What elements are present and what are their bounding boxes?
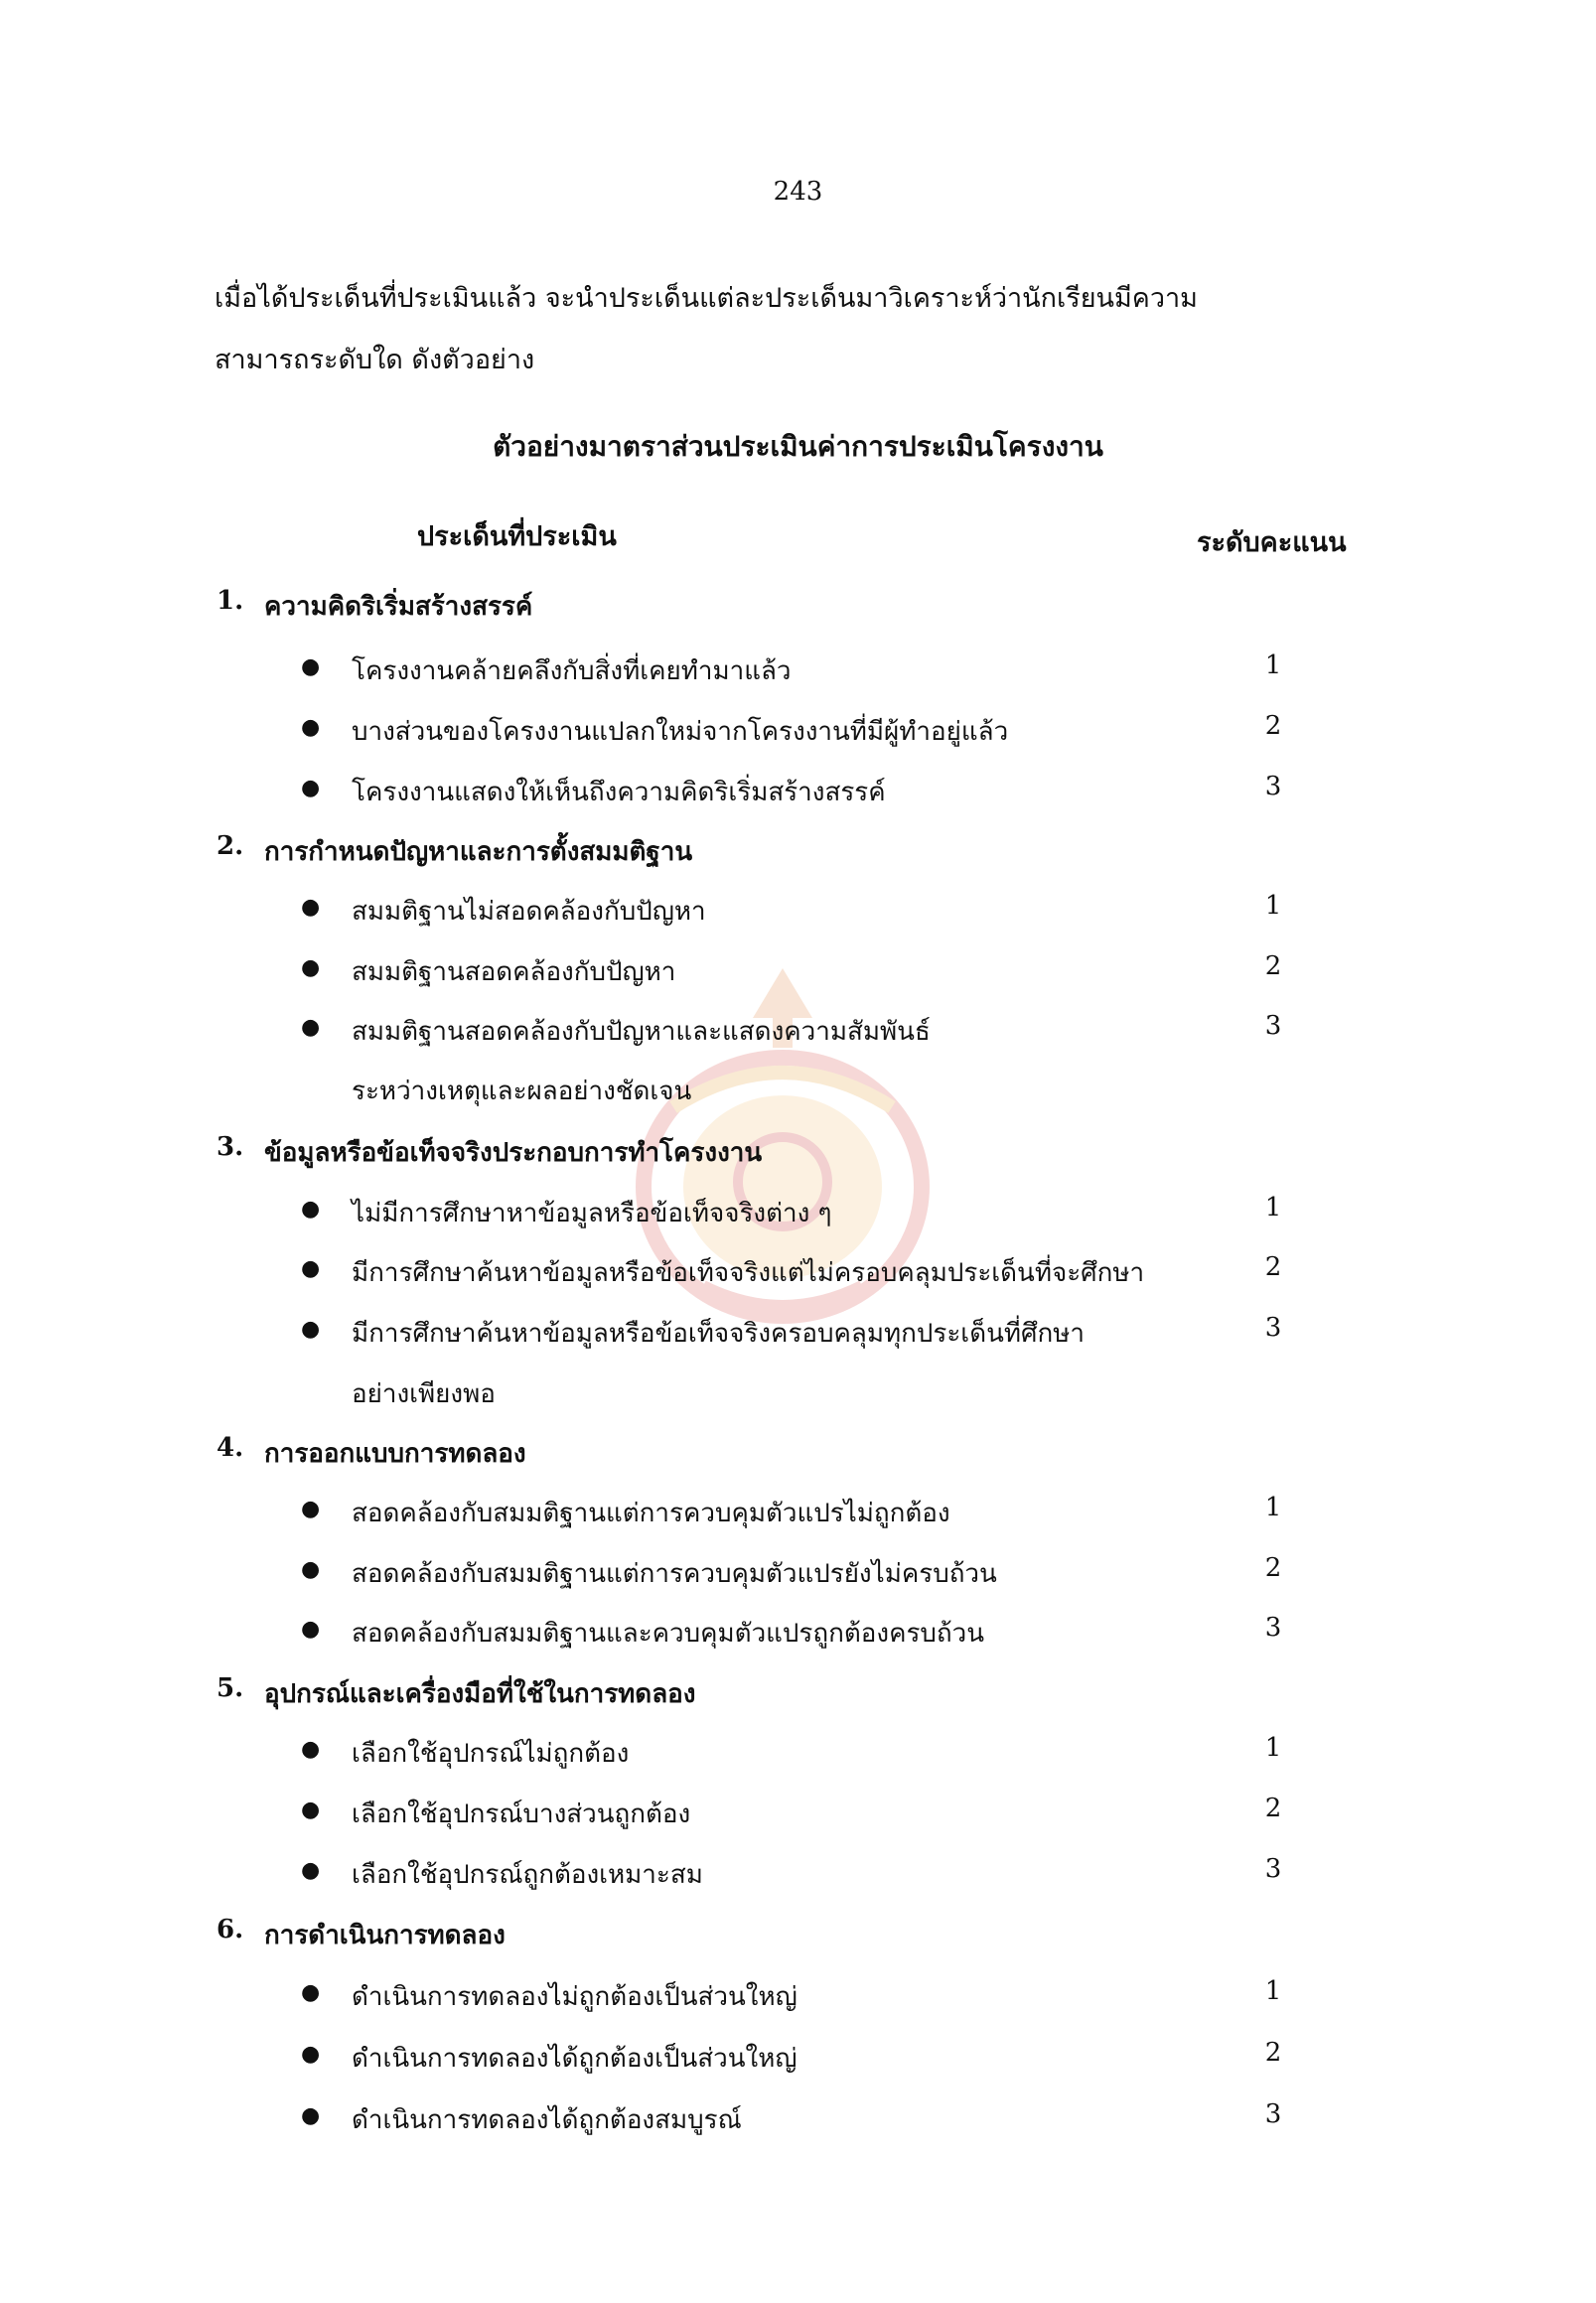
rubric-item-text: สอดคล้องกับสมมติฐานแต่การควบคุมตัวแปรไม่ถูกต้อง xyxy=(352,1499,950,1528)
section-heading xyxy=(0,1433,1596,1483)
rubric-item-text: มีการศึกษาค้นหาข้อมูลหรือข้อเท็จจริงครอบคลุมทุกประเด็นที่ศึกษา xyxy=(352,1319,1085,1349)
bullet-icon: ● xyxy=(301,1737,321,1762)
rubric-item-score: 2 xyxy=(1264,711,1282,741)
rubric-item-text: สอดคล้องกับสมมติฐานและควบคุมตัวแปรถูกต้องครบถ้วน xyxy=(352,1619,985,1649)
rubric-item-score: 3 xyxy=(1264,1613,1282,1643)
rubric-item-score: 1 xyxy=(1264,1976,1282,2006)
rubric-item xyxy=(0,1794,1596,1843)
rubric-item-text: เลือกใช้อุปกรณ์บางส่วนถูกต้อง xyxy=(352,1799,691,1829)
rubric-item-text: ไม่มีการศึกษาหาข้อมูลหรือข้อเท็จจริงต่าง ๆ xyxy=(352,1199,832,1228)
bullet-icon: ● xyxy=(301,1015,321,1040)
rubric-item xyxy=(0,891,1596,940)
section-number: 2. xyxy=(217,831,244,861)
rubric-item-score: 2 xyxy=(1264,1553,1282,1583)
rubric-item-score: 1 xyxy=(1264,650,1282,680)
bullet-icon: ● xyxy=(301,1197,321,1222)
rubric-item xyxy=(0,772,1596,821)
rubric-item-text-cont: ระหว่างเหตุและผลอย่างชัดเจน xyxy=(352,1077,692,1106)
rubric-item-text: สมมติฐานสอดคล้องกับปัญหา xyxy=(352,957,676,987)
bullet-icon: ● xyxy=(301,776,321,800)
section-heading xyxy=(0,1673,1596,1723)
bullet-icon: ● xyxy=(301,1980,321,2005)
rubric-item-text: สอดคล้องกับสมมติฐานแต่การควบคุมตัวแปรยังไม่ครบถ้วน xyxy=(352,1559,997,1589)
rubric-item xyxy=(0,1252,1596,1302)
section-number: 3. xyxy=(217,1132,244,1162)
section-title: การออกแบบการทดลอง xyxy=(264,1439,526,1469)
rubric-item xyxy=(0,2099,1596,2149)
rubric-item-text: โครงงานแสดงให้เห็นถึงความคิดริเริ่มสร้างสรรค์ xyxy=(352,778,886,807)
rubric-item-text: บางส่วนของโครงงานแปลกใหม่จากโครงงานที่มีผู้ทำอยู่แล้ว xyxy=(352,717,1009,747)
section-heading xyxy=(0,831,1596,881)
section-title: อุปกรณ์และเครื่องมือที่ใช้ในการทดลอง xyxy=(264,1679,696,1709)
bullet-icon: ● xyxy=(301,1858,321,1883)
rubric-item xyxy=(0,1613,1596,1662)
header-criteria: ประเด็นที่ประเมิน xyxy=(417,521,617,552)
section-title: ความคิดริเริ่มสร้างสรรค์ xyxy=(264,592,533,622)
section-title: การกำหนดปัญหาและการตั้งสมมติฐาน xyxy=(264,837,693,867)
section-heading xyxy=(0,1132,1596,1182)
rubric-item-text: เลือกใช้อุปกรณ์ถูกต้องเหมาะสม xyxy=(352,1860,703,1890)
section-heading xyxy=(0,586,1596,636)
bullet-icon: ● xyxy=(301,1317,321,1342)
rubric-item xyxy=(0,1493,1596,1542)
rubric-item-score: 2 xyxy=(1264,1252,1282,1282)
bullet-icon: ● xyxy=(301,2103,321,2128)
rubric-item-text: เลือกใช้อุปกรณ์ไม่ถูกต้อง xyxy=(352,1739,630,1769)
bullet-icon: ● xyxy=(301,1557,321,1582)
rubric-item-text: สมมติฐานไม่สอดคล้องกับปัญหา xyxy=(352,897,706,927)
bullet-icon: ● xyxy=(301,715,321,740)
rubric-item-text: สมมติฐานสอดคล้องกับปัญหาและแสดงความสัมพันธ์ xyxy=(352,1017,931,1047)
rubric-item-continuation xyxy=(0,1071,1596,1120)
intro-line-1: เมื่อได้ประเด็นที่ประเมินแล้ว จะนำประเด็นแต่ละประเด็นมาวิเคราะห์ว่านักเรียนมีความ xyxy=(215,283,1198,314)
section-heading xyxy=(0,1915,1596,1964)
bullet-icon: ● xyxy=(301,1617,321,1642)
rubric-item xyxy=(0,2038,1596,2087)
rubric-item xyxy=(0,1011,1596,1061)
rubric-item-text: ดำเนินการทดลองไม่ถูกต้องเป็นส่วนใหญ่ xyxy=(352,1982,798,2012)
rubric-item-score: 2 xyxy=(1264,1794,1282,1823)
section-number: 5. xyxy=(217,1673,244,1703)
section-number: 6. xyxy=(217,1915,244,1944)
rubric-item-score: 1 xyxy=(1264,1733,1282,1763)
bullet-icon: ● xyxy=(301,1497,321,1521)
section-title: การดำเนินการทดลอง xyxy=(264,1921,506,1950)
rubric-item-score: 2 xyxy=(1264,951,1282,981)
rubric-item-text: มีการศึกษาค้นหาข้อมูลหรือข้อเท็จจริงแต่ไม่ครอบคลุมประเด็นที่จะศึกษา xyxy=(352,1258,1145,1288)
rubric-item xyxy=(0,951,1596,1001)
rubric-item-text: โครงงานคล้ายคลึงกับสิ่งที่เคยทำมาแล้ว xyxy=(352,656,792,686)
rubric-item xyxy=(0,1976,1596,2026)
bullet-icon: ● xyxy=(301,895,321,920)
rubric-item xyxy=(0,1854,1596,1904)
rubric-item-text: ดำเนินการทดลองได้ถูกต้องเป็นส่วนใหญ่ xyxy=(352,2044,798,2074)
rubric-item xyxy=(0,711,1596,761)
rubric-item-continuation xyxy=(0,1373,1596,1423)
intro-line-2: สามารถระดับใด ดังตัวอย่าง xyxy=(215,345,535,375)
rubric-item xyxy=(0,1313,1596,1363)
rubric-item-score: 3 xyxy=(1264,1854,1282,1884)
rubric-item-score: 1 xyxy=(1264,891,1282,921)
rubric-item-score: 2 xyxy=(1264,2038,1282,2068)
rubric-item-text-cont: อย่างเพียงพอ xyxy=(352,1379,496,1409)
bullet-icon: ● xyxy=(301,1798,321,1822)
rubric-item xyxy=(0,1193,1596,1242)
rubric-item-score: 3 xyxy=(1264,772,1282,801)
rubric-item xyxy=(0,1733,1596,1783)
rubric-item xyxy=(0,650,1596,700)
rubric-item-text: ดำเนินการทดลองได้ถูกต้องสมบูรณ์ xyxy=(352,2105,742,2135)
bullet-icon: ● xyxy=(301,955,321,980)
section-title: ข้อมูลหรือข้อเท็จจริงประกอบการทำโครงงาน xyxy=(264,1138,763,1168)
rubric-item-score: 1 xyxy=(1264,1493,1282,1522)
page-title: ตัวอย่างมาตราส่วนประเมินค่าการประเมินโครงงาน xyxy=(493,430,1103,463)
section-number: 1. xyxy=(217,586,244,616)
rubric-item-score: 1 xyxy=(1264,1193,1282,1223)
rubric-item-score: 3 xyxy=(1264,1313,1282,1343)
rubric-item-score: 3 xyxy=(1264,1011,1282,1041)
page-number: 243 xyxy=(773,177,823,207)
bullet-icon: ● xyxy=(301,1256,321,1281)
bullet-icon: ● xyxy=(301,654,321,679)
bullet-icon: ● xyxy=(301,2042,321,2067)
section-number: 4. xyxy=(217,1433,244,1463)
rubric-item-score: 3 xyxy=(1264,2099,1282,2129)
header-score: ระดับคะแนน xyxy=(1197,527,1347,558)
rubric-item xyxy=(0,1553,1596,1603)
